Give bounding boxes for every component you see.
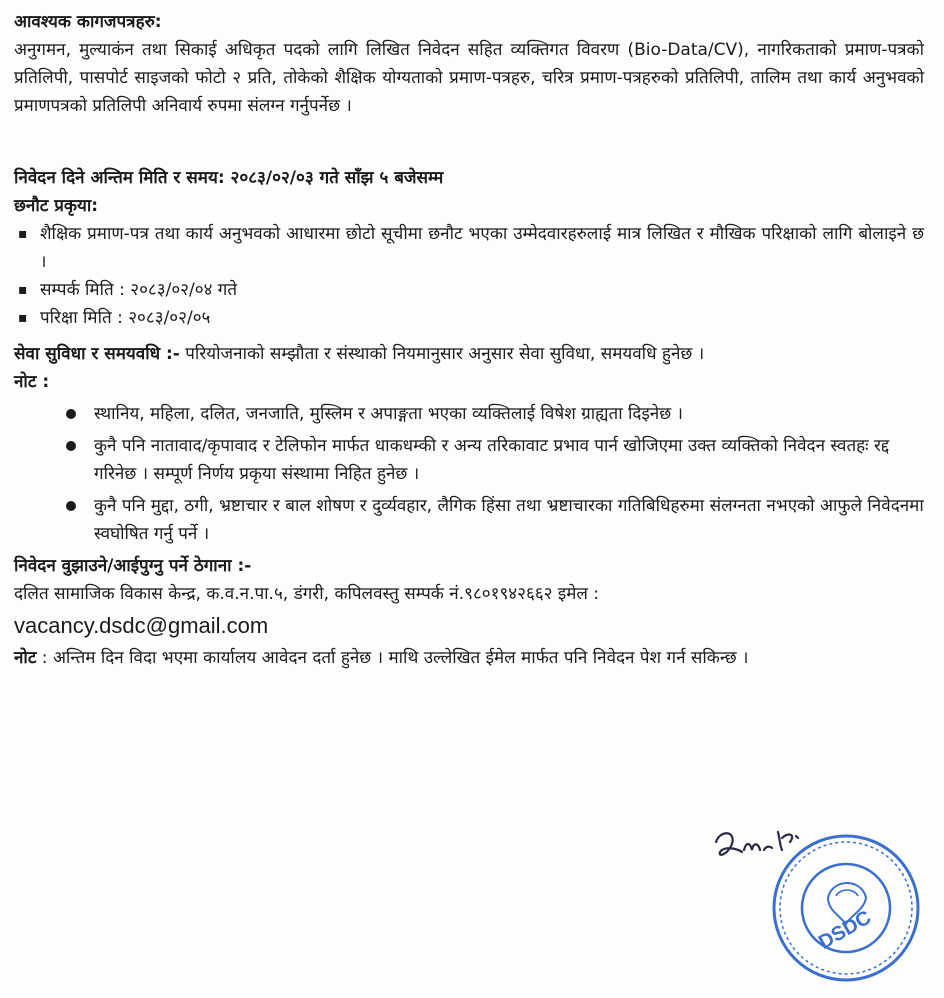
bullet-dot-icon	[66, 409, 76, 419]
email-address[interactable]: vacancy.dsdc@gmail.com	[14, 613, 269, 638]
documents-body: अनुगमन, मुल्याकंन तथा सिकाई अधिकृत पदको लागि लिखित निवेदन सहित व्यक्तिगत विवरण (Bio-Data/CV), नागरिकताको प्रमाण-पत्रको प्रतिलिपी, पासपोर्ट साइजको फोटो २ प्रति, तोकेको शैक्षिक योग्यताको प्रमाण-पत्रहरु, चरित्र प्रमाण-पत्रहरुको प्रतिलिपी, तालिम तथा कार्य अनुभवको प्रमाणपत्रको प्रतिलिपी अनिवार्य रुपमा संलग्न गर्नुपर्नेछ ।	[14, 40, 924, 116]
note-heading: नोट :	[14, 372, 50, 392]
square-bullet-icon: ▪	[18, 310, 28, 326]
square-bullet-icon: ▪	[18, 226, 28, 242]
address-heading: निवेदन वुझाउने/आईपुग्नु पर्ने ठेगाना :-	[14, 556, 252, 576]
bullet-dot-icon	[66, 441, 76, 451]
list-item: स्थानिय, महिला, दलित, जनजाति, मुस्लिम र अपाङ्गता भएका व्यक्तिलाई विषेश ग्राह्यता दिइनेछ ।	[14, 400, 924, 428]
service-label: सेवा सुविधा र समयवधि :-	[14, 344, 180, 364]
square-bullet-icon: ▪	[18, 282, 28, 298]
note-list	[14, 400, 924, 548]
seal-text: DSDC	[814, 906, 876, 954]
list-item: ▪ परिक्षा मिति : २०८३/०२/०५	[14, 304, 924, 332]
organization-seal	[770, 832, 922, 984]
list-item: ▪ शैक्षिक प्रमाण-पत्र तथा कार्य अनुभवको आधारमा छोटो सूचीमा छनौट भएका उम्मेदवारहरुलाई मात्र लिखित र मौखिक परिक्षाको लागि बोलाइने छ ।	[14, 220, 924, 276]
final-note	[14, 644, 924, 672]
selection-heading: छनौट प्रकृया:	[14, 196, 99, 216]
deadline-line: निवेदन दिने अन्तिम मिति र समय: २०८३/०२/०३ गते साँझ ५ बजेसम्म	[14, 168, 444, 188]
list-item: ▪ सम्पर्क मिति : २०८३/०२/०४ गते	[14, 276, 924, 304]
selection-list	[14, 220, 924, 332]
list-item: कुनै पनि मुद्दा, ठगी, भ्रष्टाचार र बाल शोषण र दुर्व्यवहार, लैगिक हिंसा तथा भ्रष्टाचारका गतिबिधिहरुमा संलग्नता नभएको आफुले निवेदनमा स्वघोषित गर्नु पर्ने ।	[14, 492, 924, 548]
documents-heading: आवश्यक कागजपत्रहरु:	[14, 12, 162, 32]
service-text: परियोजनाको सम्झौता र संस्थाको नियमानुसार अनुसार सेवा सुविधा, समयवधि हुनेछ ।	[179, 344, 705, 364]
notice-page	[14, 8, 924, 672]
address-text: दलित सामाजिक विकास केन्द्र, क.व.न.पा.५, डंगरी, कपिलवस्तु सम्पर्क नं.९८०१९४२६६२ इमेल :	[14, 584, 600, 604]
list-item: कुनै पनि नातावाद/कृपावाद र टेलिफोन मार्फत धाकधम्की र अन्य तरिकावाट प्रभाव पार्न खोजिएमा उक्त व्यक्तिको निवेदन स्वतहः रद्द गरिनेछ । सम्पूर्ण निर्णय प्रकृया संस्थामा निहित हुनेछ ।	[14, 432, 924, 488]
service-paragraph	[14, 340, 924, 368]
bullet-dot-icon	[66, 501, 76, 511]
final-note-label: नोट	[14, 648, 37, 668]
final-note-text: : अन्तिम दिन विदा भएमा कार्यालय आवेदन दर्ता हुनेछ । माथि उल्लेखित ईमेल मार्फत पनि निवेदन पेश गर्न सकिन्छ ।	[36, 648, 749, 668]
